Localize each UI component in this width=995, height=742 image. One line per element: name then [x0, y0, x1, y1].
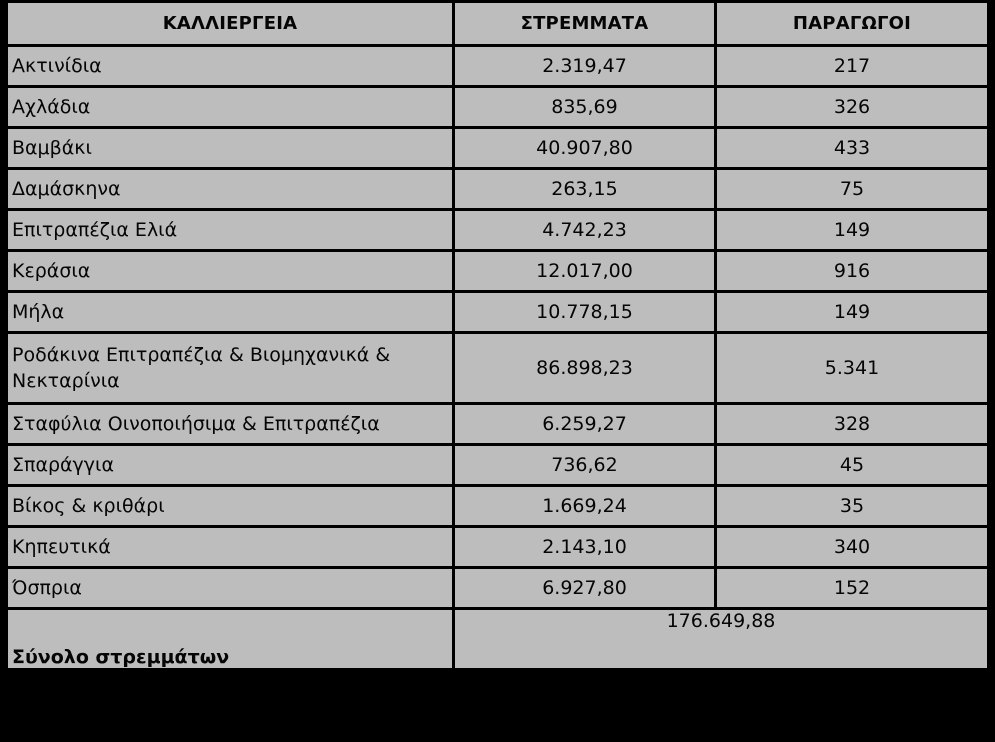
table-row	[7, 128, 989, 169]
producers-cell: 217	[716, 46, 989, 87]
crop-name-cell: Κηπευτικά	[7, 527, 454, 568]
stremmata-cell: 40.907,80	[454, 128, 716, 169]
crop-name-cell: Ροδάκινα Επιτραπέζια & Βιομηχανικά & Νεκταρίνια	[7, 333, 454, 404]
stremmata-cell: 835,69	[454, 87, 716, 128]
crops-table	[5, 0, 990, 671]
crop-name-cell: Σπαράγγια	[7, 445, 454, 486]
crop-name-cell: Όσπρια	[7, 568, 454, 609]
producers-cell: 433	[716, 128, 989, 169]
stremmata-cell: 2.319,47	[454, 46, 716, 87]
table-row	[7, 486, 989, 527]
producers-cell: 916	[716, 251, 989, 292]
crop-name-cell: Δαμάσκηνα	[7, 169, 454, 210]
stremmata-cell: 6.259,27	[454, 404, 716, 445]
producers-cell: 149	[716, 292, 989, 333]
header-producers: ΠΑΡΑΓΩΓΟΙ	[716, 2, 989, 46]
total-label: Σύνολο στρεμμάτων	[7, 609, 454, 670]
total-row	[7, 609, 989, 670]
table-row	[7, 333, 989, 404]
producers-cell: 152	[716, 568, 989, 609]
producers-cell: 328	[716, 404, 989, 445]
producers-cell: 5.341	[716, 333, 989, 404]
stremmata-cell: 10.778,15	[454, 292, 716, 333]
stremmata-cell: 1.669,24	[454, 486, 716, 527]
table-row	[7, 527, 989, 568]
total-value: 176.649,88	[454, 609, 989, 670]
crop-name-cell: Βαμβάκι	[7, 128, 454, 169]
table-row	[7, 568, 989, 609]
producers-cell: 326	[716, 87, 989, 128]
stremmata-cell: 736,62	[454, 445, 716, 486]
table-row	[7, 292, 989, 333]
table-row	[7, 87, 989, 128]
crop-name-cell: Σταφύλια Οινοποιήσιμα & Επιτραπέζια	[7, 404, 454, 445]
crop-name-cell: Επιτραπέζια Ελιά	[7, 210, 454, 251]
table-row	[7, 169, 989, 210]
table-row	[7, 404, 989, 445]
stremmata-cell: 86.898,23	[454, 333, 716, 404]
crop-name-cell: Κεράσια	[7, 251, 454, 292]
table-row	[7, 210, 989, 251]
table-header-row	[7, 2, 989, 46]
stremmata-cell: 4.742,23	[454, 210, 716, 251]
producers-cell: 35	[716, 486, 989, 527]
table-row	[7, 445, 989, 486]
producers-cell: 340	[716, 527, 989, 568]
table-row	[7, 46, 989, 87]
crop-name-cell: Βίκος & κριθάρι	[7, 486, 454, 527]
stremmata-cell: 263,15	[454, 169, 716, 210]
stremmata-cell: 2.143,10	[454, 527, 716, 568]
table-row	[7, 251, 989, 292]
producers-cell: 45	[716, 445, 989, 486]
crop-name-cell: Αχλάδια	[7, 87, 454, 128]
producers-cell: 149	[716, 210, 989, 251]
stremmata-cell: 6.927,80	[454, 568, 716, 609]
stremmata-cell: 12.017,00	[454, 251, 716, 292]
producers-cell: 75	[716, 169, 989, 210]
header-crop: ΚΑΛΛΙΕΡΓΕΙΑ	[7, 2, 454, 46]
crop-name-cell: Μήλα	[7, 292, 454, 333]
crop-name-cell: Ακτινίδια	[7, 46, 454, 87]
header-stremmata: ΣΤΡΕΜΜΑΤΑ	[454, 2, 716, 46]
